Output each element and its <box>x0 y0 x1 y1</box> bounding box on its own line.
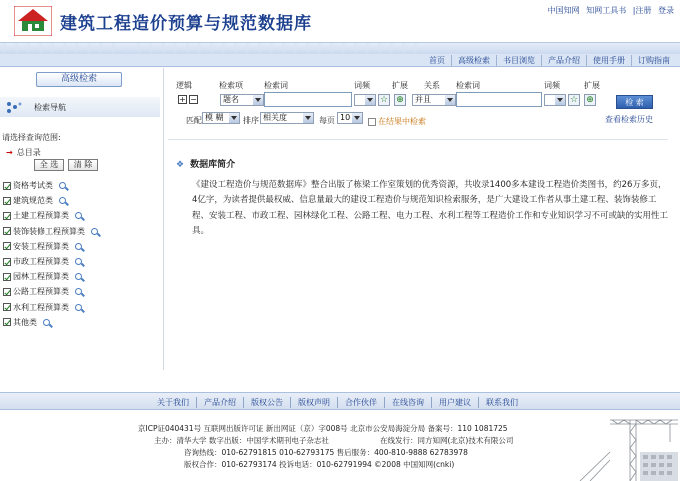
select-all-button[interactable]: 全 选 <box>34 159 64 171</box>
site-title: 建筑工程造价预算与规范数据库 <box>60 14 312 34</box>
footer-link-product[interactable]: 产品介绍 <box>196 397 243 408</box>
field-label: 检索项 <box>219 81 243 90</box>
intro-title-text: 数据库简介 <box>190 160 236 170</box>
category-item <box>3 208 98 223</box>
divider <box>168 139 668 140</box>
term-label-2: 检索词 <box>456 81 480 90</box>
field-select[interactable] <box>220 94 264 106</box>
search-nav-header <box>0 97 160 117</box>
chevron-down-icon <box>365 95 375 105</box>
category-label: 土建工程预算类 <box>13 211 69 221</box>
star-icon[interactable]: ☆ <box>379 95 389 105</box>
freq-label: 词频 <box>354 81 370 90</box>
nav-home[interactable]: 首页 <box>429 56 445 65</box>
search-icon[interactable] <box>59 182 66 189</box>
category-checkbox[interactable] <box>3 273 11 281</box>
arrow-right-icon: → <box>6 148 13 157</box>
chevron-down-icon <box>555 95 565 105</box>
main-nav <box>0 54 680 67</box>
footer-link-partners[interactable]: 合作伙伴 <box>337 397 384 408</box>
search-icon[interactable] <box>59 197 66 204</box>
expand-label-2: 扩展 <box>584 81 600 90</box>
category-checkbox[interactable] <box>3 258 11 266</box>
sidebar <box>0 68 160 368</box>
category-checkbox[interactable] <box>3 303 11 311</box>
relation-select[interactable] <box>412 94 456 106</box>
term-input-2[interactable] <box>456 92 542 107</box>
tab-advanced-search[interactable]: 高级检索 <box>36 72 122 87</box>
footer-line-hotline: 咨询热线：010-62791815 010-62793175 售后服务：400-810-9888 62783978 <box>184 448 468 457</box>
sort-select[interactable] <box>260 112 314 124</box>
footer-nav <box>0 392 680 410</box>
footer-link-contact[interactable]: 联系我们 <box>478 397 525 408</box>
category-checkbox[interactable] <box>3 242 11 250</box>
expand-icon[interactable]: ⊕ <box>584 94 596 106</box>
remove-row-icon[interactable]: − <box>190 95 197 104</box>
sort-label: 排序 <box>243 116 259 125</box>
search-icon[interactable] <box>75 304 82 311</box>
search-icon[interactable] <box>75 288 82 295</box>
footer-link-about[interactable]: 关于我们 <box>157 398 189 407</box>
category-item <box>3 193 98 208</box>
chevron-down-icon <box>445 95 455 105</box>
search-icon[interactable] <box>75 273 82 280</box>
expand-icon[interactable]: ⊕ <box>394 94 406 106</box>
per-page-select-value: 10 <box>340 113 351 122</box>
header <box>0 0 680 42</box>
footer-line-copyright: 版权合作：010-62793174 投诉电话：010-62791994 ©2008 中国知网(cnki) <box>184 460 455 469</box>
all-category-label: 总目录 <box>16 148 41 157</box>
footer-link-copyright-notice[interactable]: 版权公告 <box>243 397 290 408</box>
freq-label-2: 词频 <box>544 81 560 90</box>
category-checkbox[interactable] <box>3 227 11 235</box>
in-results-checkbox[interactable] <box>368 118 376 126</box>
category-checkbox[interactable] <box>3 288 11 296</box>
per-page-select[interactable] <box>337 112 363 124</box>
freq-select-2[interactable] <box>544 94 566 106</box>
category-label: 水利工程预算类 <box>13 302 69 312</box>
footer-line-host: 主办：清华大学 数字出版：中国学术期刊电子杂志社 <box>154 436 329 445</box>
all-category[interactable] <box>6 147 41 158</box>
search-button[interactable]: 检 索 <box>616 95 653 109</box>
category-item <box>3 178 98 193</box>
match-select-value: 模 糊 <box>205 113 224 122</box>
category-checkbox[interactable] <box>3 212 11 220</box>
nav-order[interactable]: 订购指南 <box>631 55 676 66</box>
category-item <box>3 254 98 269</box>
per-page-label: 每页 <box>319 116 335 125</box>
category-item <box>3 269 98 284</box>
category-label: 公路工程预算类 <box>13 287 69 297</box>
match-label: 匹配 <box>186 116 202 125</box>
footer-link-online-help[interactable]: 在线咨询 <box>384 397 431 408</box>
category-label: 园林工程预算类 <box>13 272 69 282</box>
category-label: 资格考试类 <box>13 181 53 191</box>
building-illustration <box>570 412 680 481</box>
category-label: 建筑规范类 <box>13 196 53 206</box>
add-row-icon[interactable]: + <box>179 95 186 104</box>
relation-label: 关系 <box>424 81 440 90</box>
category-list <box>3 178 98 330</box>
nav-advanced-search[interactable]: 高级检索 <box>451 55 496 66</box>
in-results-option[interactable] <box>368 116 426 127</box>
nav-browse[interactable]: 书目浏览 <box>496 55 541 66</box>
term-label: 检索词 <box>264 81 288 90</box>
search-icon[interactable] <box>75 258 82 265</box>
footer-link-copyright-statement[interactable]: 版权声明 <box>290 397 337 408</box>
freq-select-1[interactable] <box>354 94 376 106</box>
category-item <box>3 315 98 330</box>
category-item <box>3 300 98 315</box>
chevron-down-icon <box>303 113 313 123</box>
field-select-value: 题名 <box>223 95 239 104</box>
in-results-label: 在结果中检索 <box>378 117 426 126</box>
top-link-tools[interactable]: 知网工具书 <box>586 6 627 15</box>
category-checkbox[interactable] <box>3 182 11 190</box>
divider <box>163 68 164 370</box>
search-icon[interactable] <box>75 243 82 250</box>
search-icon[interactable] <box>91 228 98 235</box>
chevron-down-icon <box>253 95 263 105</box>
search-form <box>168 69 680 130</box>
range-label: 请选择查询范围: <box>2 133 61 142</box>
category-label: 装饰装修工程预算类 <box>13 226 85 236</box>
chevron-down-icon <box>352 113 362 123</box>
match-select[interactable] <box>202 112 240 124</box>
expand-label: 扩展 <box>392 81 408 90</box>
footer-link-suggestions[interactable]: 用户建议 <box>431 397 478 408</box>
history-link[interactable]: 查看检索历史 <box>605 115 653 124</box>
nav-product[interactable]: 产品介绍 <box>541 55 586 66</box>
star-icon[interactable]: ☆ <box>569 95 579 105</box>
category-label: 市政工程预算类 <box>13 257 69 267</box>
top-link-cnki[interactable]: 中国知网 <box>547 6 580 15</box>
navigation-icon <box>4 100 24 114</box>
sort-select-value: 相关度 <box>263 113 287 122</box>
term-input-1[interactable] <box>264 92 352 107</box>
search-nav-title: 检索导航 <box>34 103 66 112</box>
category-item <box>3 224 98 239</box>
site-logo[interactable] <box>14 6 52 36</box>
search-icon[interactable] <box>75 212 82 219</box>
chevron-down-icon <box>229 113 239 123</box>
footer-line-distributor: 在线发行：同方知网(北京)技术有限公司 <box>380 436 514 445</box>
category-item <box>3 284 98 299</box>
intro-title <box>176 157 235 170</box>
clear-button[interactable]: 清 除 <box>68 159 98 171</box>
category-label: 其他类 <box>13 317 37 327</box>
footer-line-license: 京ICP证040431号 互联网出版许可证 新出网证（京）字008号 北京市公安局海淀分局 备案号：110 1081725 <box>138 424 508 433</box>
search-icon[interactable] <box>43 319 50 326</box>
top-link-login[interactable]: 登录 <box>658 6 674 15</box>
category-item <box>3 239 98 254</box>
logic-label: 逻辑 <box>176 81 192 90</box>
category-checkbox[interactable] <box>3 318 11 326</box>
top-link-register[interactable]: |注册 <box>632 6 652 15</box>
relation-select-value: 并且 <box>415 95 431 104</box>
category-checkbox[interactable] <box>3 197 11 205</box>
top-links <box>544 5 674 16</box>
diamond-icon: ❖ <box>176 160 185 170</box>
category-label: 安装工程预算类 <box>13 241 69 251</box>
intro-text: 《建设工程造价与规范数据库》整合出版了栋梁工作室策划的优秀资源，共收录1400多本建设工程造价类图书，约26万多页，4亿字，为读者提供最权威、信息量最大的建设工程造价与规范知识检索服务，是广大建设工作者从事土建工程、装饰装修工程、安装工程、市政工程、园林绿化工程、公路工程、电力工程、水利工程等工程造价工作和专业知识学习不可或缺的实用性工具。 <box>192 180 669 236</box>
nav-manual[interactable]: 使用手册 <box>586 55 631 66</box>
